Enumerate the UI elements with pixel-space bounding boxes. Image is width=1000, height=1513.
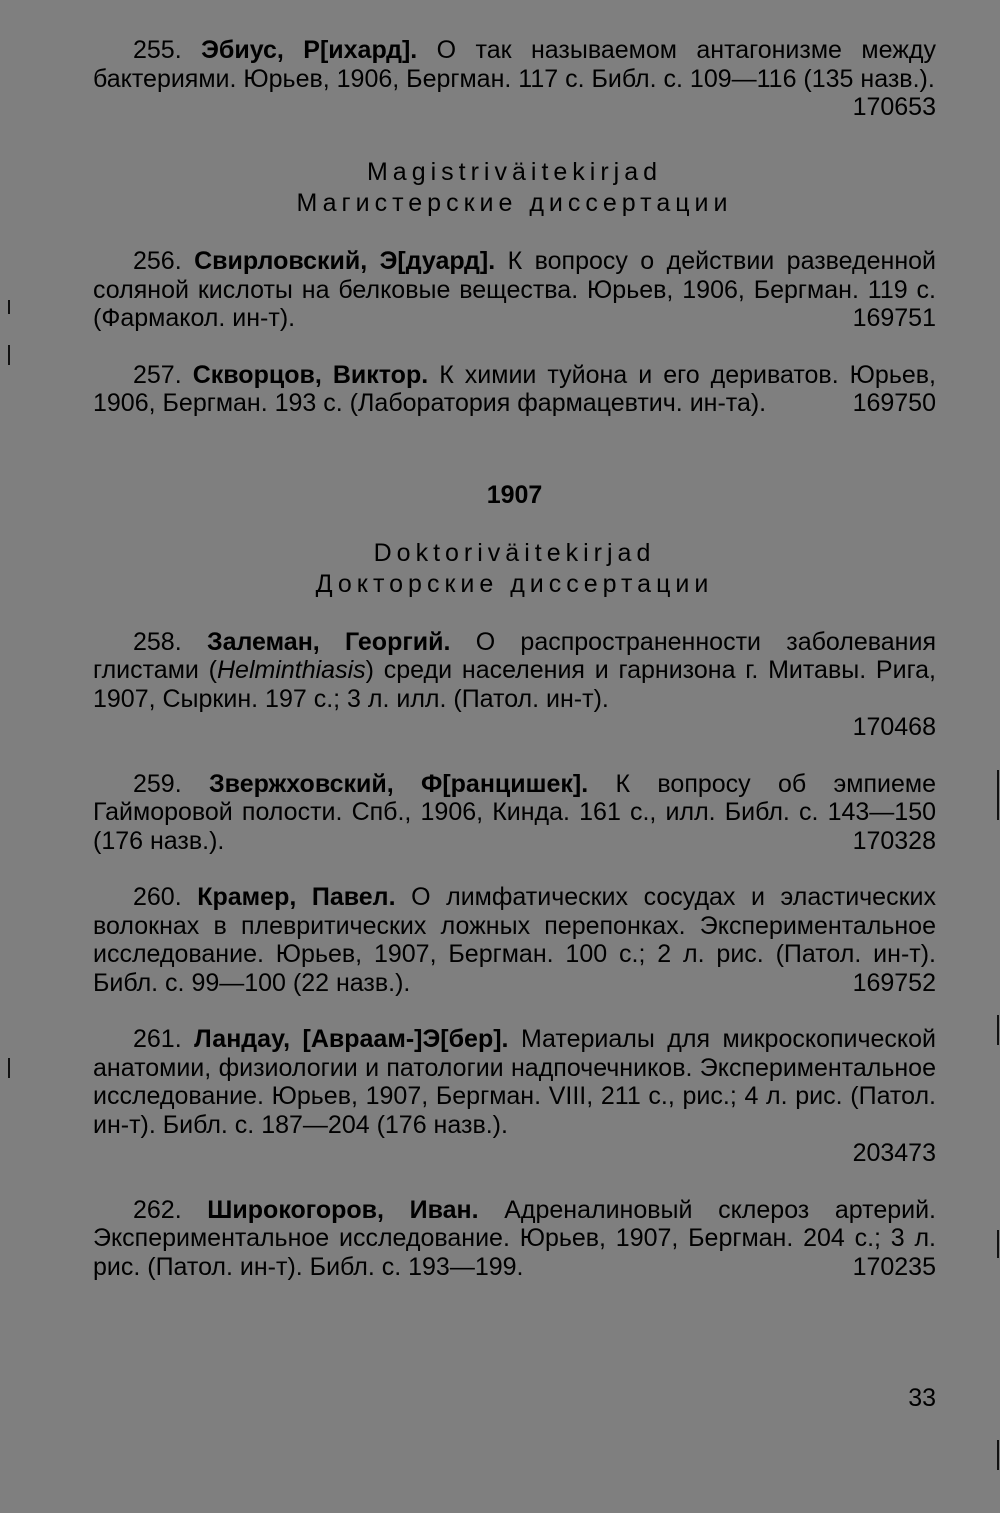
entry-number: 262. bbox=[133, 1195, 182, 1224]
entry-256 bbox=[93, 247, 936, 333]
entry-code: 203473 bbox=[852, 1139, 936, 1167]
entry-code: 170468 bbox=[852, 713, 936, 741]
entry-author: Широкогоров, Иван. bbox=[207, 1195, 479, 1224]
section-heading-russian: Докторские диссертации bbox=[315, 569, 714, 598]
entry-code: 170328 bbox=[852, 826, 936, 855]
entry-code: 170653 bbox=[852, 93, 936, 121]
entry-text: О так называемом антагонизме между бактериями. Юрьев, 1906, Бергман. 117 с. Библ. с. 109—116 (135 назв.). bbox=[93, 36, 936, 93]
entry-code: 170235 bbox=[852, 1252, 936, 1281]
entry-author: Крамер, Павел. bbox=[197, 883, 396, 911]
entry-260 bbox=[93, 883, 936, 997]
entry-author: Эбиус, Р[ихард]. bbox=[201, 36, 418, 64]
entry-text: О распространенности заболевания глистами ( bbox=[93, 627, 936, 684]
section-heading-russian: Магистерские диссертации bbox=[296, 189, 733, 217]
entry-code: 169751 bbox=[852, 304, 936, 332]
entry-text: О лимфатических сосудах и эластических волокнах в плевритических ложных перепонках. Экспериментальное исследование. Юрьев, 1907, Бергман. 100 с.; 2 л. рис. (Патол. ин-т). Библ. с. 99—100 (22 назв.). bbox=[93, 883, 936, 997]
entry-author: Звержховский, Ф[ранцишек]. bbox=[209, 769, 589, 798]
entry-257 bbox=[93, 361, 936, 418]
entry-code: 169752 bbox=[852, 968, 936, 997]
entry-261 bbox=[93, 1025, 936, 1168]
scan-mark bbox=[997, 770, 999, 820]
year-heading: 1907 bbox=[486, 480, 543, 509]
entry-number: 261. bbox=[133, 1025, 182, 1053]
entry-author: Скворцов, Виктор. bbox=[192, 360, 429, 389]
entry-number: 259. bbox=[133, 769, 182, 798]
entry-text: К вопросу об эмпиеме Гаймоpовой полости. Спб., 1906, Кинда. 161 с., илл. Библ. с. 143—150 (176 назв.). bbox=[93, 769, 936, 855]
entry-number: 260. bbox=[133, 883, 182, 911]
scan-mark bbox=[8, 300, 10, 314]
entry-author: Ландау, [Авраам-]Э[бер]. bbox=[194, 1025, 509, 1053]
entry-text: К химии туйона и его дериватов. Юрьев, 1906, Бергман. 193 с. (Лаборатория фармацевтич. ин-та). bbox=[93, 360, 936, 417]
entry-latin-term: Helminthiasis bbox=[216, 656, 366, 684]
document-page bbox=[93, 36, 936, 1281]
scan-mark bbox=[997, 1230, 999, 1258]
entry-number: 256. bbox=[133, 247, 182, 275]
scan-mark bbox=[997, 1015, 999, 1045]
entry-author: Залеман, Георгий. bbox=[206, 627, 451, 656]
entry-number: 257. bbox=[133, 360, 182, 389]
scan-mark bbox=[8, 1058, 10, 1078]
page-number: 33 bbox=[908, 1384, 936, 1412]
scan-mark bbox=[997, 1440, 999, 1470]
entry-number: 258. bbox=[133, 627, 182, 656]
entry-259 bbox=[93, 770, 936, 856]
section-heading-estonian: Magistriväitekirjad bbox=[366, 158, 663, 186]
entry-text: Материалы для микроскопической анатомии, физиологии и патологии надпочечников. Экспериментальное исследование. Юрьев, 1907, Бергман. VIII, 211 с., рис.; 4 л. рис. (Патол. ин-т). Библ. с. 187—204 (176 назв.). bbox=[93, 1025, 936, 1139]
entry-text: К вопросу о действии разведенной соляной кислоты на белковые вещества. Юрьев, 1906, Бергман. 119 с. (Фармакол. ин-т). bbox=[93, 247, 937, 332]
entry-text: ) среди населения и гарнизона г. Митавы. Рига, 1907, Сыркин. 197 с.; 3 л. илл. (Патол. ин-т). bbox=[93, 656, 936, 713]
entry-author: Свирловский, Э[дуард]. bbox=[194, 247, 496, 275]
entry-255 bbox=[93, 36, 936, 121]
entry-258 bbox=[93, 628, 936, 742]
section-heading-estonian: Doktoriväitekirjad bbox=[373, 538, 656, 567]
entry-number: 255. bbox=[133, 36, 182, 64]
entry-262 bbox=[93, 1196, 936, 1282]
entry-code: 169750 bbox=[852, 389, 936, 417]
scan-mark bbox=[8, 345, 10, 365]
entry-text: Адреналиновый склероз артерий. Экспериментальное исследование. Юрьев, 1907, Бергман. 204 с.; 3 л. рис. (Патол. ин-т). Библ. с. 193—199. bbox=[93, 1195, 936, 1281]
